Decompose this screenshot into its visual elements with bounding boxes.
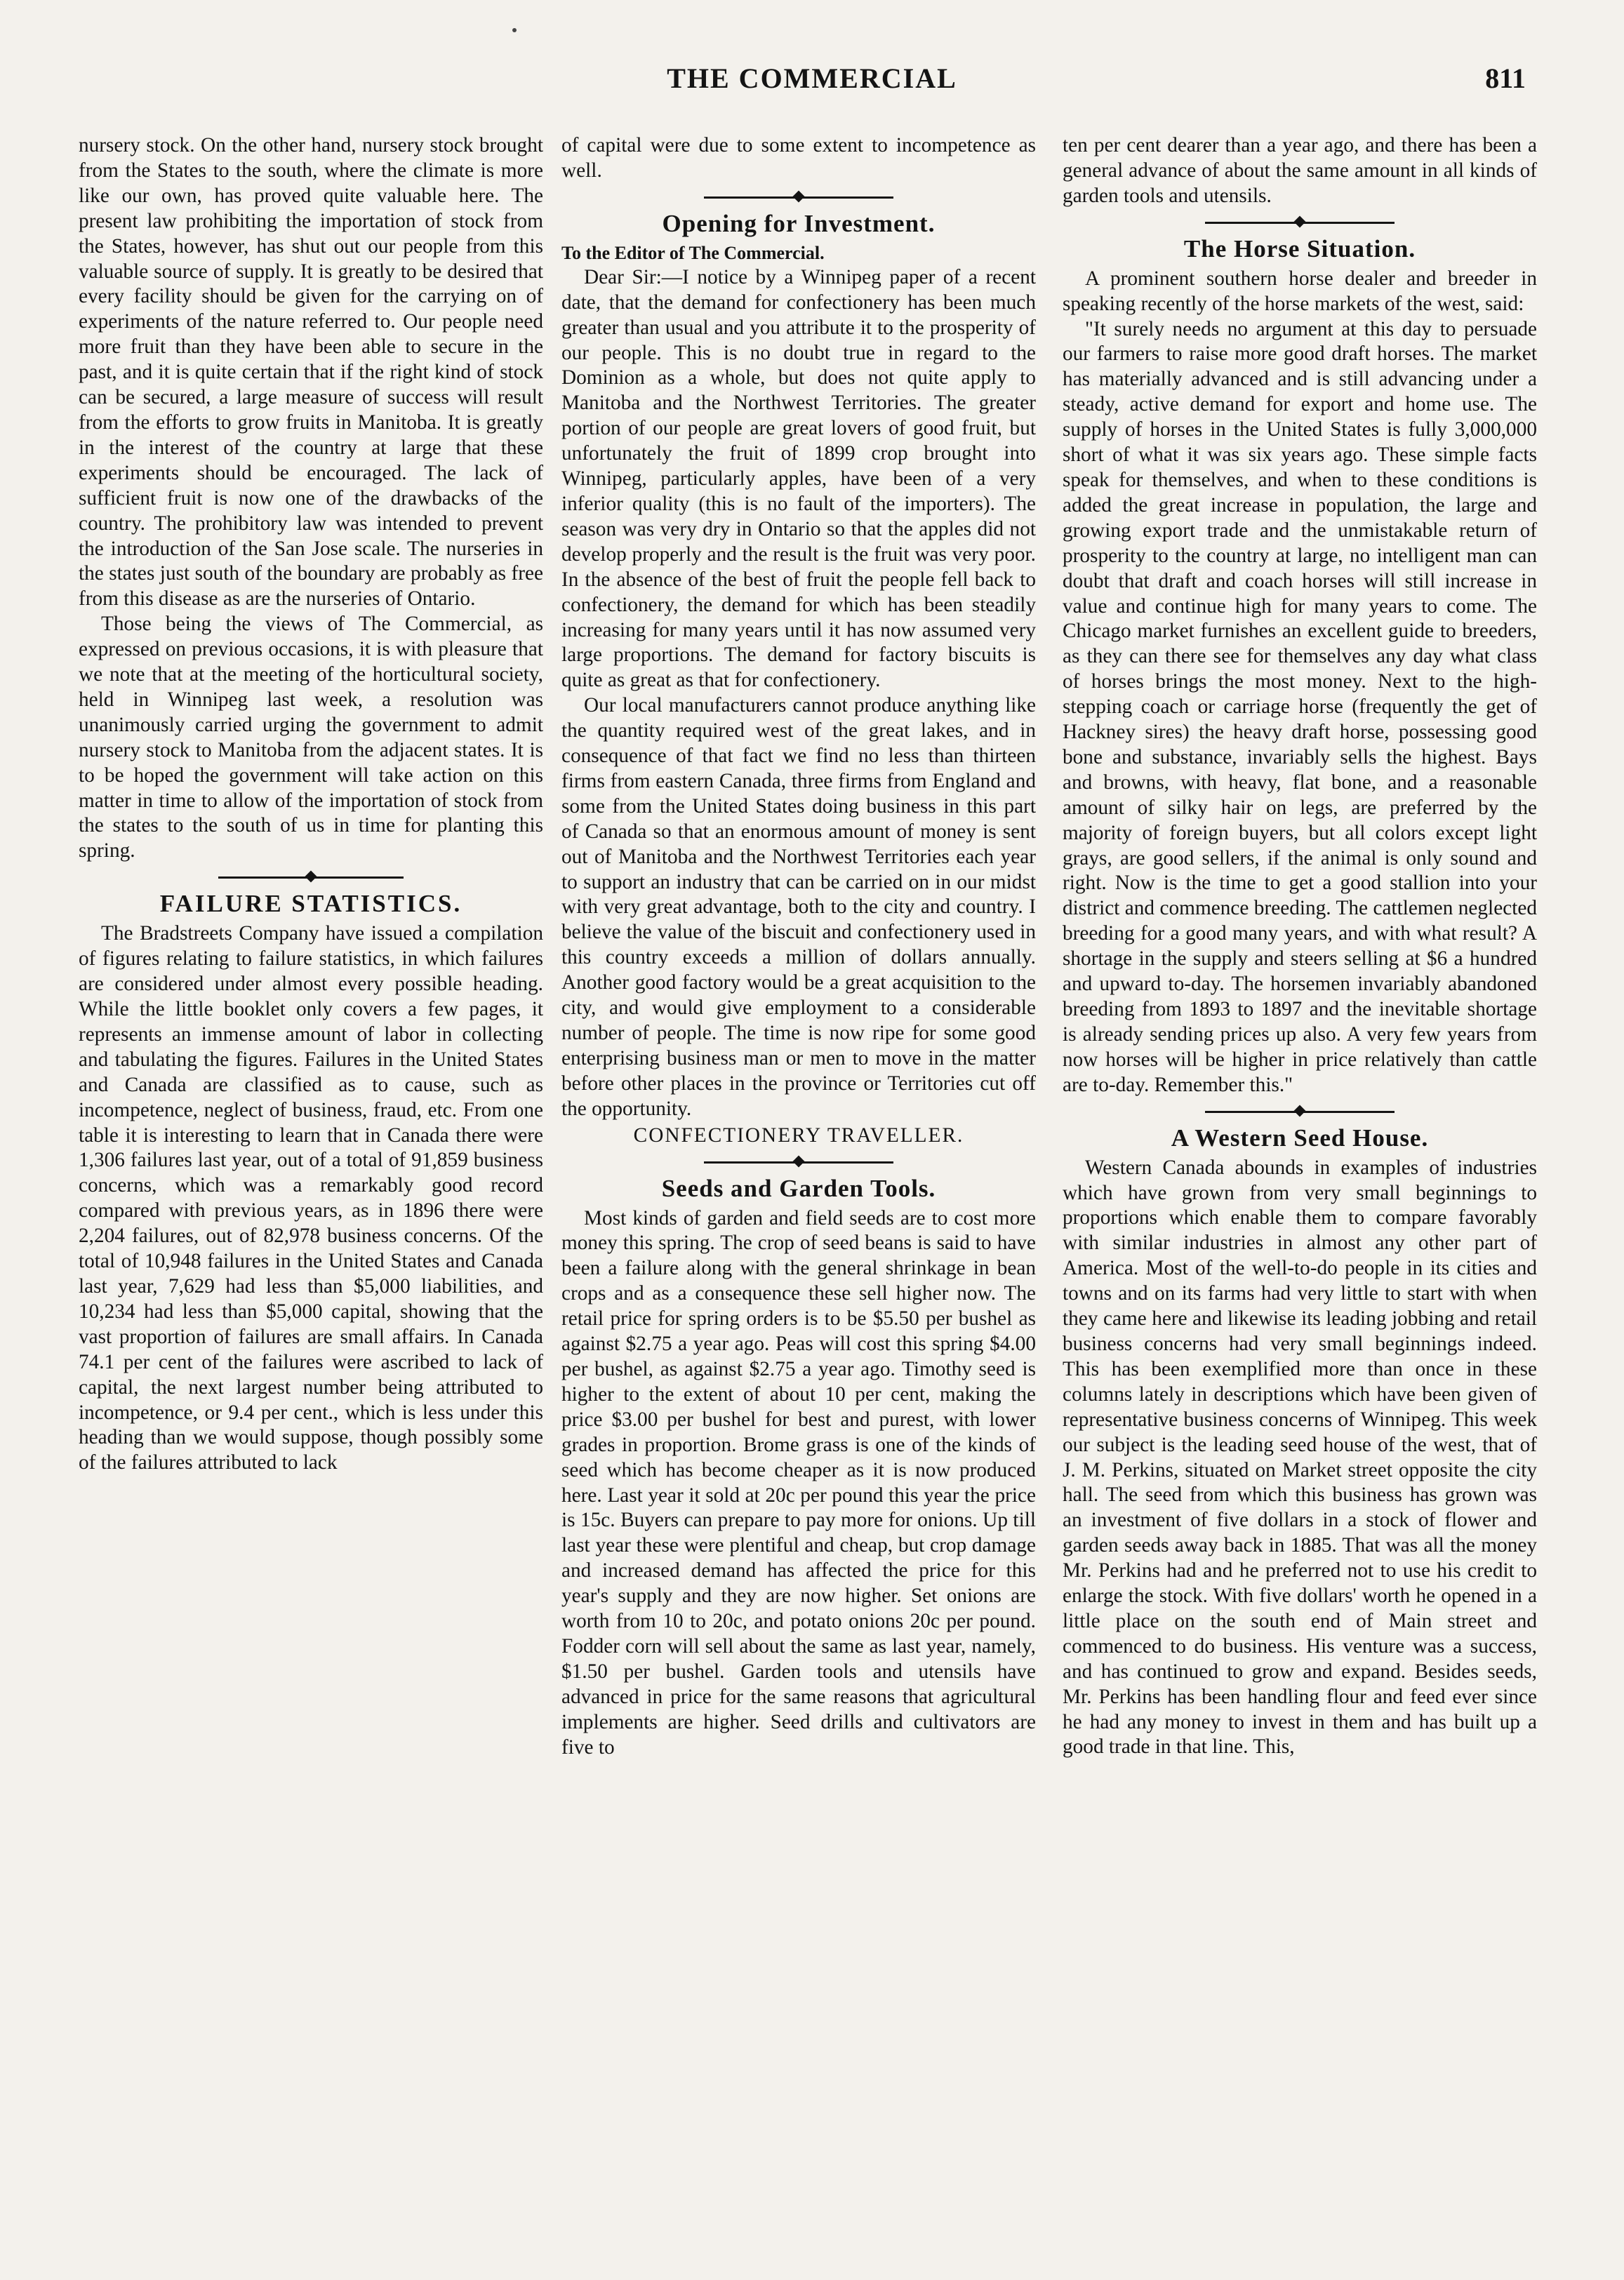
opening-for-investment-heading: Opening for Investment. (662, 209, 936, 237)
letter-salutation-heading: To the Editor of The Commercial. (561, 242, 825, 263)
nursery-paragraph-1: nursery stock. On the other hand, nursery stock brought from the States to the south, where the climate is more like our own, has proved quite valuable here. The present law prohibiting the importation of stock from the States, however, has shut out our people from this valuable source of supply. It is greatly to be desired that every facility should be given for the carrying on of experiments of the nature referred to. Our people need more fruit than they have been able to secure in the past, and it is quite certain that if the right kind of stock can be secured, a large measure of success will result from the efforts to grow fruits in Manitoba. It is greatly in the interest of the country at large that these experiments should be encouraged. The lack of sufficient fruit is now one of the drawbacks of the country. The prohibitory law was intended to prevent the introduction of the San Jose scale. The nurseries in the states just south of the boundary are probably as free from this disease as are the nurseries of Ontario. (79, 134, 543, 611)
failure-statistics-text: The Bradstreets Company have issued a compilation of figures relating to failure statistics, in which failures are considered under almost every possible heading. While the little booklet only covers a few pages, it represents an immense amount of labor in collecting and tabulating the figures. Failures in the United States and Canada are classified as to cause, such as incompetence, neglect of business, fraud, etc. From one table it is interesting to learn that in Canada there were 1,306 failures last year, out of a total of 91,859 business concerns, which was a remarkably good record compared with previous years, as in 1896 there were 2,204 failures, out of 82,978 business concerns. Of the total of 10,948 failures in the United States and Canada last year, 7,629 had less than $5,000 liabilities, and 10,234 had less than $5,000 capital, showing that the vast proportion of failures are small affairs. In Canada 74.1 per cent of the failures were ascribed to lack of capital, the next largest number being attributed to incompetence, or 9.4 per cent., which is less under this heading than we would suppose, though possibly some of the failures attributed to lack (79, 922, 543, 1474)
page-number: 811 (1485, 62, 1526, 94)
western-seed-house-heading: A Western Seed House. (1171, 1124, 1429, 1152)
horse-situation-heading: The Horse Situation. (1183, 234, 1416, 262)
section-divider (561, 189, 1036, 205)
seed-house-text: Western Canada abounds in examples of industries which have grown from very small beginnings to proportions which enable them to compare favorably with similar industries in almost any other part of America. Most of the well-to-do people in its cities and towns and on its farms had very little to start with when they came here and likewise its leading jobbing and retail business concerns had very small beginnings indeed. This has been exemplified more than once in these columns lately in descriptions which have been given of representative business concerns of Winnipeg. This week our subject is the leading seed house of the west, that of J. M. Perkins, situated on Market street opposite the city hall. The seed from which this business has grown was an investment of five dollars in a stock of flower and garden seeds away back in 1885. That was all the money Mr. Perkins had and he preferred not to use his credit to enlarge the stock. With five dollars' worth he opened in a little place on the south end of Main street and commenced to do business. His venture was a success, and has continued to grow and expand. Besides seeds, Mr. Perkins has been handling flour and feed ever since he had any money to invest in them and has built up a good trade in that line. This, (1063, 1156, 1537, 1759)
column-left (79, 133, 543, 2238)
print-speck (512, 28, 517, 32)
letter-paragraph-1: Dear Sir:—I notice by a Winnipeg paper of a recent date, that the demand for confectionery has been much greater than usual and you attribute it to the prosperity of our people. This is no doubt true in regard to the Dominion as a whole, but does not quite apply to Manitoba and the Northwest Territories. The greater portion of our people are great lovers of good fruit, but unfortunately the fruit of 1899 crop brought into Winnipeg, particularly apples, have been of a very inferior quality (this is no fault of the importers). The season was very dry in Ontario so that the apples did not develop properly and the result is the fruit was very poor. In the absence of the best of fruit the people fell back to confectionery, the demand for which has been steadily increasing for many years until it has now assumed very large proportions. The demand for factory biscuits is quite as great as that for confectionery. (561, 265, 1036, 692)
horse-intro: A prominent southern horse dealer and breeder in speaking recently of the horse markets of the west, said: (1063, 267, 1537, 315)
seeds-and-garden-tools-heading: Seeds and Garden Tools. (661, 1174, 936, 1202)
letter-signature: CONFECTIONERY TRAVELLER. (633, 1124, 964, 1147)
publication-title: THE COMMERCIAL (667, 62, 957, 94)
section-divider (79, 869, 543, 885)
continued-paragraph: ten per cent dearer than a year ago, and there has been a general advance of about the same amount in all kinds of garden tools and utensils. (1063, 134, 1537, 207)
page-header (0, 62, 1624, 104)
seeds-text: Most kinds of garden and field seeds are to cost more money this spring. The crop of seed beans is said to have been a failure along with the general shrinkage in bean crops and as a consequence these sell higher now. The retail price for spring orders is to be $5.50 per bushel as against $2.75 a year ago. Peas will cost this spring $4.00 per bushel, as against $2.75 a year ago. Timothy seed is higher to the extent of about 10 per cent, making the price $3.00 per bushel for best and purest, with lower grades in proportion. Brome grass is one of the kinds of seed which has become cheaper as it is now produced here. Last year it sold at 20c per pound this year the price is 15c. Buyers can prepare to pay more for onions. Up till last year these were plentiful and cheap, but crop damage and increased demand has affected the price for this year's supply and they are now higher. Set onions are worth from 10 to 20c, and potato onions 20c per pound. Fodder corn will sell about the same as last year, namely, $1.50 per bushel. Garden tools and utensils have advanced in price for the same reasons that agricultural implements are higher. Seed drills and cultivators are five to (561, 1206, 1036, 1759)
letter-paragraph-2: Our local manufacturers cannot produce anything like the quantity required west of the great lakes, and in consequence of that fact we find no less than thirteen firms from eastern Canada, three firms from England and some from the United States doing business in this part of Canada so that an enormous amount of money is sent out of Manitoba and the Northwest Territories each year to support an industry that can be carried on in our midst with very great advantage, both to the city and country. I believe the value of the biscuit and confectionery used in this country exceeds a million of dollars annually. Another good factory would be a great acquisition to the city, and would give employment to a considerable number of people. The time is now ripe for some good enterprising business man or men to move in the matter before other places in the province or Territories cut off the opportunity. (561, 694, 1036, 1120)
column-right (1063, 133, 1537, 2238)
failure-statistics-heading: FAILURE STATISTICS. (159, 890, 462, 918)
nursery-paragraph-2: Those being the views of The Commercial, as expressed on previous occasions, it is with pleasure that we note that at the meeting of the horticultural society, held in Winnipeg last week, a resolution was unanimously carried urging the government to admit nursery stock to Manitoba from the adjacent states. It is to be hoped the government will take action on this matter in time to allow of the importation of stock from the states to the south of us in time for planting this spring. (79, 613, 543, 862)
column-middle (561, 133, 1036, 2238)
continued-paragraph: of capital were due to some extent to incompetence as well. (561, 134, 1036, 182)
horse-quote: "It surely needs no argument at this day to persuade our farmers to raise more good draft horses. The market has materially advanced and is still advancing under a steady, active demand for export and home use. The supply of horses in the United States is fully 3,000,000 short of what it was six years ago. These simple facts speak for themselves, and when to these conditions is added the great increase in population, the large and growing export trade and the unmistakable return of prosperity to the country at large, no intelligent man can doubt that draft and coach horses will still increase in value and continue high for many years to come. The Chicago market furnishes an excellent guide to breeders, as they can there see for themselves any day what class of horses brings the most money. Next to the high-stepping coach or carriage horse (frequently the get of Hackney sires) the heavy draft horse, possessing good bone and substance, invariably sells the highest. Bays and browns, with heavy, flat bone, and a reasonable amount of silky hair on legs, are preferred by the majority of foreign buyers, but all colors except light grays, are good sellers, if the animal is only sound and right. Now is the time to get a good stallion into your district and commence breeding. The cattlemen neglected breeding for a good many years, and with what result? A shortage in the supply and steers selling at $6 a hundred and upward to-day. The horsemen invariably abandoned breeding from 1893 to 1897 and the inevitable shortage is already sending prices up also. A very few years from now horses will be higher in price relatively than cattle are to-day. Remember this." (1063, 317, 1537, 1096)
section-divider (1063, 215, 1537, 230)
section-divider (1063, 1104, 1537, 1119)
section-divider (561, 1154, 1036, 1170)
